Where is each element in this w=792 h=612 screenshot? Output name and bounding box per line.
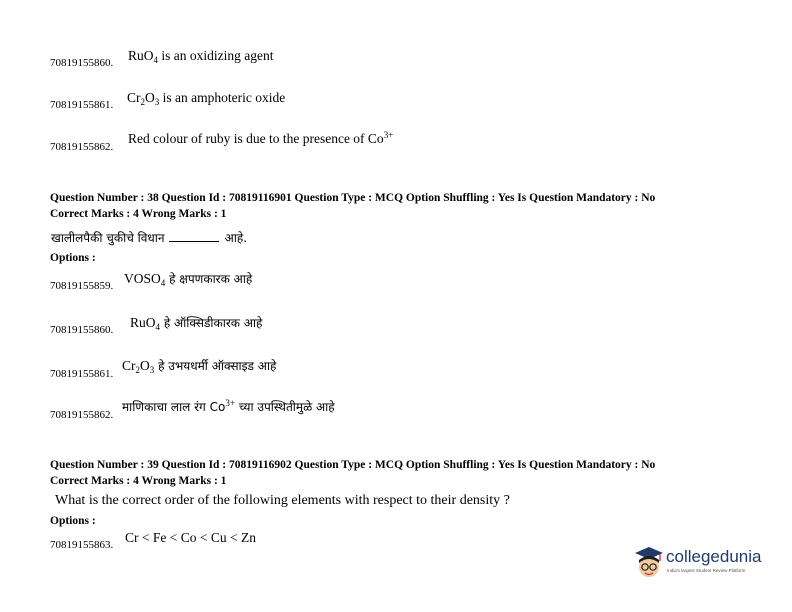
option-text: Cr < Fe < Co < Cu < Zn [125, 530, 256, 545]
option-text: माणिकाचा लाल रंग $Co^{3+}$ च्या उपस्थितीमुळे आहे [122, 398, 335, 414]
marks-line: Correct Marks : 4 Wrong Marks : 1 [50, 475, 227, 487]
graduate-mascot-icon [633, 545, 665, 581]
option-id: 70819155860. [50, 57, 114, 69]
option-id: 70819155863. [50, 539, 114, 551]
option-text: Red colour of ruby is due to the presence of $Co^{3+}$ [128, 130, 394, 146]
marks-line: Correct Marks : 4 Wrong Marks : 1 [50, 208, 227, 220]
logo-tagline: India's largest Student Review Platform [667, 568, 746, 573]
option-id: 70819155860. [50, 324, 114, 336]
options-label: Options : [50, 252, 96, 264]
question-header: Question Number : 38 Question Id : 70819116901 Question Type : MCQ Option Shuffling : Yes Is Question Mandatory : No [50, 192, 656, 204]
option-id: 70819155862. [50, 409, 114, 421]
question-header: Question Number : 39 Question Id : 70819116902 Question Type : MCQ Option Shuffling : Yes Is Question Mandatory : No [50, 459, 656, 471]
collegedunia-logo [633, 545, 763, 581]
option-text: RuO$_4$ हे ऑक्सिडीकारक आहे [130, 315, 263, 332]
answer-blank [169, 231, 219, 242]
question-text: खालीलपैकी चुकीचे विधान आहे. [51, 231, 248, 245]
logo-wordmark: collegedunia [666, 547, 762, 566]
option-id: 70819155861. [50, 368, 114, 380]
option-id: 70819155862. [50, 141, 114, 153]
question-text: What is the correct order of the following elements with respect to their density ? [55, 493, 510, 508]
option-text: RuO$_4$ is an oxidizing agent [128, 48, 274, 65]
option-text: $VOSO_4$ हे क्षपणकारक आहे [124, 271, 253, 288]
option-text: $Cr_2O_3$ हे उभयधर्मी ऑक्साइड आहे [122, 358, 277, 375]
options-label: Options : [50, 515, 96, 527]
option-text: $Cr_2O_3$ is an amphoteric oxide [127, 90, 286, 107]
option-id: 70819155861. [50, 99, 114, 111]
option-id: 70819155859. [50, 280, 114, 292]
